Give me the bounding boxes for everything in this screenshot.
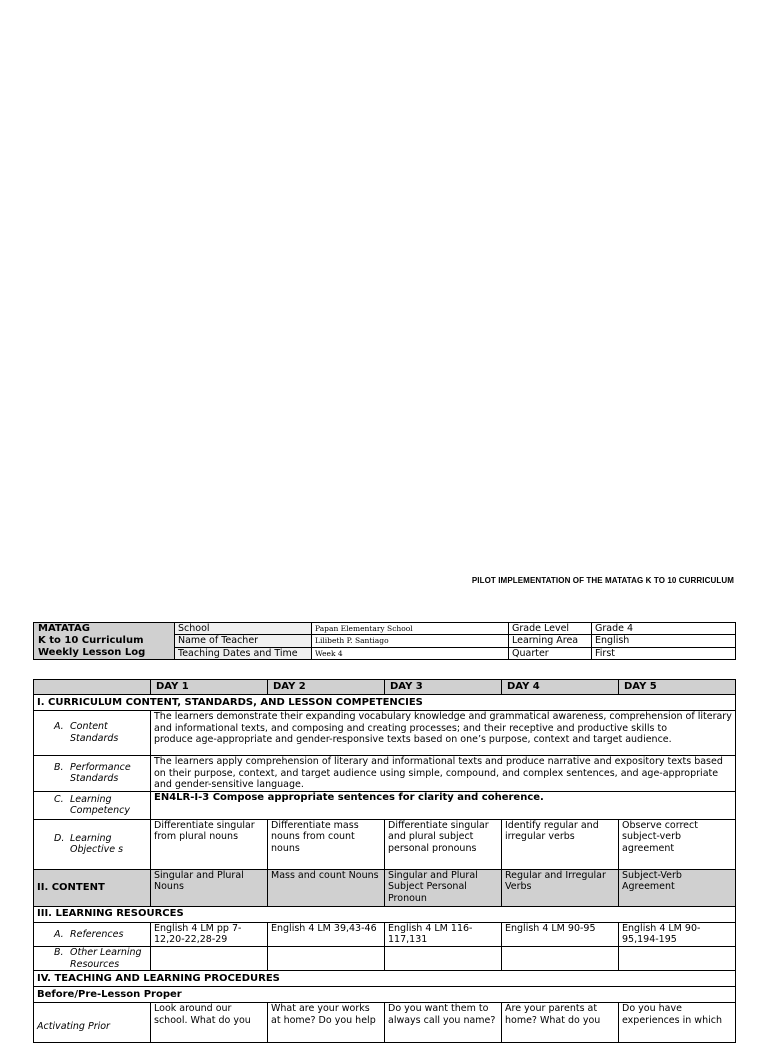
references-label: A. References xyxy=(34,922,151,946)
lesson-log-table xyxy=(33,679,736,1043)
grade-level-value: Grade 4 xyxy=(592,623,736,635)
section-curriculum-title: I. CURRICULUM CONTENT, STANDARDS, AND LESSON COMPETENCIES xyxy=(34,695,736,711)
activating-day-2: What are your works at home? Do you help xyxy=(268,1003,385,1043)
content-standards-text: The learners demonstrate their expanding vocabulary knowledge and grammatical awareness, comprehension of literary and informational texts, and composing and creating processes; and their receptive and productive skills to produce age-appropriate and gender-responsive texts based on one’s purpose, context and target audience. xyxy=(151,711,736,756)
learning-competency-row xyxy=(34,791,736,819)
day-header-row xyxy=(34,680,736,695)
other-resources-day-1 xyxy=(151,946,268,970)
activating-prior-row xyxy=(34,1003,736,1043)
content-day-3: Singular and Plural Subject Personal Pronoun xyxy=(385,869,502,906)
references-day-4: English 4 LM 90-95 xyxy=(502,922,619,946)
activating-day-5: Do you have experiences in which xyxy=(619,1003,736,1043)
content-standards-row xyxy=(34,711,736,756)
other-resources-day-5 xyxy=(619,946,736,970)
other-resources-day-4 xyxy=(502,946,619,970)
references-day-1: English 4 LM pp 7-12,20-22,28-29 xyxy=(151,922,268,946)
other-resources-day-2 xyxy=(268,946,385,970)
objective-day-5: Observe correct subject-verb agreement xyxy=(619,819,736,869)
teaching-dates-value: Week 4 xyxy=(312,647,509,659)
day-2-header: DAY 2 xyxy=(268,680,385,695)
section-procedures-title: IV. TEACHING AND LEARNING PROCEDURES xyxy=(34,971,736,987)
objective-day-4: Identify regular and irregular verbs xyxy=(502,819,619,869)
performance-standards-row xyxy=(34,756,736,792)
lesson-log-header xyxy=(33,622,736,660)
references-day-2: English 4 LM 39,43-46 xyxy=(268,922,385,946)
other-resources-label: B. Other Learning Resources xyxy=(34,946,151,970)
learning-area-value: English xyxy=(592,635,736,647)
performance-standards-text: The learners apply comprehension of literary and informational texts and produce narrative and expository texts based on their purpose, context, and target audience using simple, compound, and complex sentences, and age-appropriate and gender-sensitive language. xyxy=(151,756,736,792)
teaching-dates-label: Teaching Dates and Time xyxy=(175,647,312,659)
brand-line-1: MATATAG xyxy=(38,623,90,634)
school-value: Papan Elementary School xyxy=(312,623,509,635)
content-standards-label: A. Content Standards xyxy=(34,711,151,756)
activating-day-3: Do you want them to always call you name? xyxy=(385,1003,502,1043)
content-title: II. CONTENT xyxy=(34,869,151,906)
learning-objectives-row xyxy=(34,819,736,869)
teacher-label: Name of Teacher xyxy=(175,635,312,647)
school-label: School xyxy=(175,623,312,635)
activating-day-4: Are your parents at home? What do you xyxy=(502,1003,619,1043)
references-row xyxy=(34,922,736,946)
content-day-4: Regular and Irregular Verbs xyxy=(502,869,619,906)
matatag-brand xyxy=(34,623,175,660)
content-day-2: Mass and count Nouns xyxy=(268,869,385,906)
section-resources-title: III. LEARNING RESOURCES xyxy=(34,906,736,922)
performance-standards-label: B. Performance Standards xyxy=(34,756,151,792)
content-day-5: Subject-Verb Agreement xyxy=(619,869,736,906)
objective-day-1: Differentiate singular from plural nouns xyxy=(151,819,268,869)
objective-day-3: Differentiate singular and plural subject personal pronouns xyxy=(385,819,502,869)
quarter-value: First xyxy=(592,647,736,659)
brand-line-3: Weekly Lesson Log xyxy=(38,647,146,658)
references-day-3: English 4 LM 116-117,131 xyxy=(385,922,502,946)
day-4-header: DAY 4 xyxy=(502,680,619,695)
brand-line-2: K to 10 Curriculum xyxy=(38,635,144,646)
learning-competency-label: C. Learning Competency xyxy=(34,791,151,819)
grade-level-label: Grade Level xyxy=(509,623,592,635)
activating-day-1: Look around our school. What do you xyxy=(151,1003,268,1043)
objective-day-2: Differentiate mass nouns from count nouns xyxy=(268,819,385,869)
content-day-1: Singular and Plural Nouns xyxy=(151,869,268,906)
learning-competency-text: EN4LR-I-3 Compose appropriate sentences for clarity and coherence. xyxy=(151,791,736,819)
references-day-5: English 4 LM 90-95,194-195 xyxy=(619,922,736,946)
learning-objectives-label: D. Learning Objective s xyxy=(34,819,151,869)
day-5-header: DAY 5 xyxy=(619,680,736,695)
activating-prior-label: Activating Prior xyxy=(34,1003,151,1043)
teacher-value: Lilibeth P. Santiago xyxy=(312,635,509,647)
learning-area-label: Learning Area xyxy=(509,635,592,647)
day-header-blank xyxy=(34,680,151,695)
quarter-label: Quarter xyxy=(509,647,592,659)
content-row xyxy=(34,869,736,906)
other-resources-row xyxy=(34,946,736,970)
pilot-implementation-title: PILOT IMPLEMENTATION OF THE MATATAG K TO 10 CURRICULUM xyxy=(471,576,734,585)
day-3-header: DAY 3 xyxy=(385,680,502,695)
other-resources-day-3 xyxy=(385,946,502,970)
before-lesson-title: Before/Pre-Lesson Proper xyxy=(34,987,736,1003)
day-1-header: DAY 1 xyxy=(151,680,268,695)
